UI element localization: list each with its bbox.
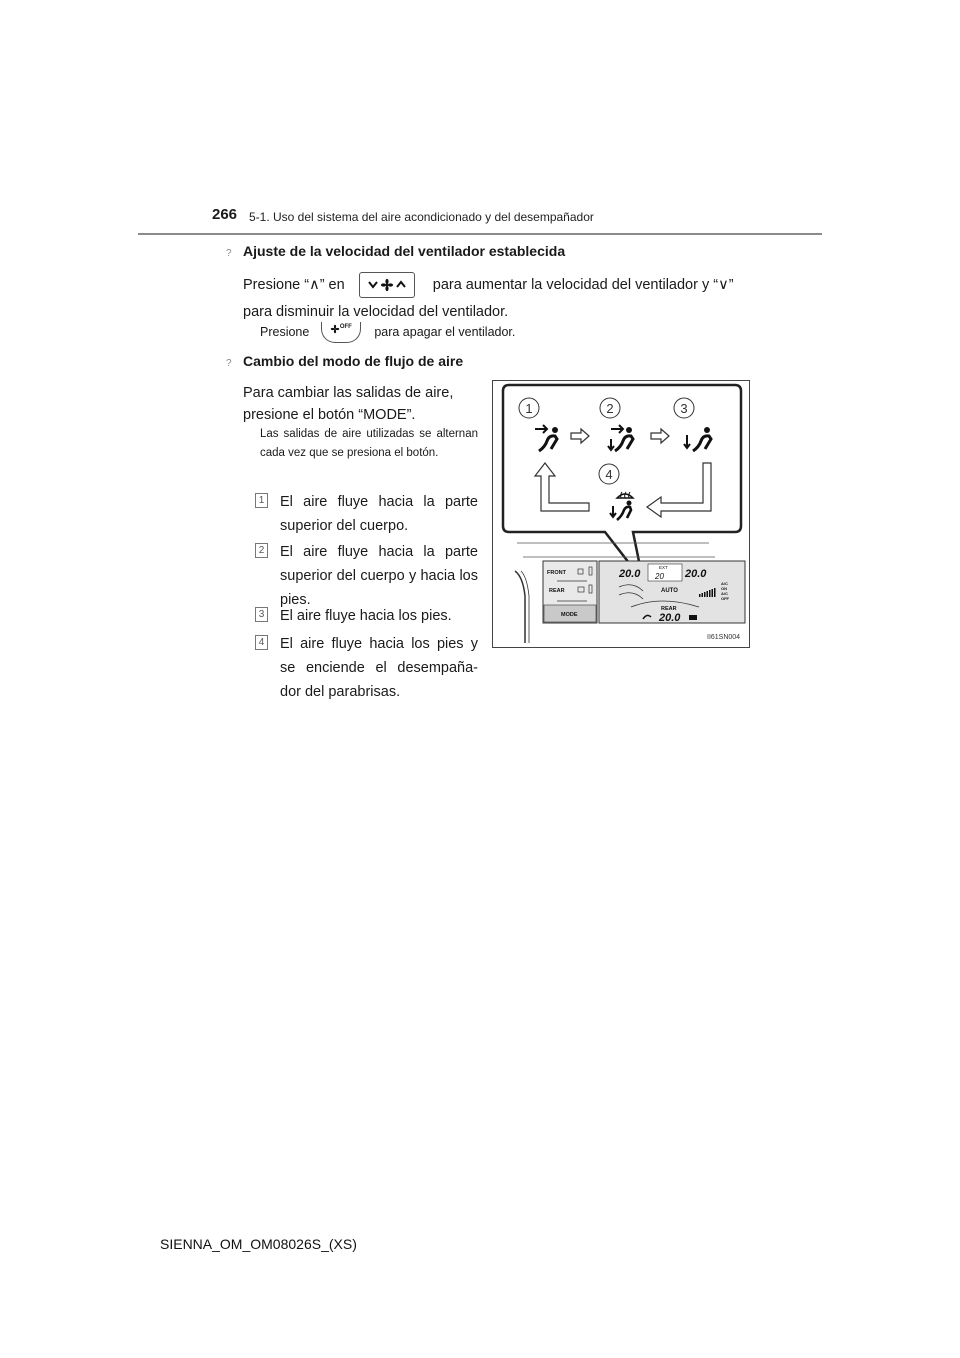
display-temp-right: 20.0 [685,568,707,580]
fan-off-button [321,322,361,343]
item-text-1: El aire fluye hacia la parte superior del cuerpo. [280,494,478,534]
fan-off-note-after: para apagar el ventilador. [374,324,516,339]
airflow-note: Las salidas de aire utilizadas se alternan cada vez que se presiona el botón. [260,428,478,459]
display-ac-2: ON [721,586,727,591]
display-rear-temp: 20.0 [659,612,681,624]
item-text-3: El aire fluye hacia los pies. [280,608,452,624]
display-auto: AUTO [661,588,678,594]
airflow-mode-figure [492,380,750,648]
chevron-down-icon [369,282,377,287]
rear-fan-level-icon [689,615,697,620]
header-rule [138,233,822,235]
mode-button-label: MODE [561,612,578,618]
fan-off-note-before: Presione [260,324,310,339]
fan-speed-button [359,272,415,298]
display-rear: REAR [661,606,677,612]
display-ext-temp: 20 [655,572,664,581]
section-title: 5-1. Uso del sistema del aire acondicionado y del desempañador [249,210,594,224]
footer-doc-id: SIENNA_OM_OM08026S_(XS) [160,1236,357,1252]
callout-2: 2 [606,401,614,416]
callout-1: 1 [525,401,533,416]
airflow-intro-line1: Para cambiar las salidas de aire, [243,385,454,401]
rear-button-label: REAR [549,588,565,594]
fan-speed-paragraph-line2: para disminuir la velocidad del ventilador. [243,304,509,320]
display-ac-1: A/C [721,581,728,586]
chevron-up-icon [397,282,405,287]
page-number: 266 [212,206,238,223]
airflow-heading: Cambio del modo de flujo de aire [243,353,464,369]
figure-code: II61SN004 [707,634,741,641]
display-ac-4: OFF [721,596,729,601]
display-temp-left: 20.0 [619,568,641,580]
fan-speed-text-after: para aumentar la velocidad del ventilador y “∨” [432,276,734,293]
display-ext-label: EXT [659,565,668,570]
item-text-2: El aire fluye hacia la parte superior del cuerpo y hacia los pies. [280,544,478,608]
front-button-label: FRONT [547,570,566,576]
callout-4: 4 [605,467,613,482]
item-text-4: El aire fluye hacia los pies y se enciende el desempaña- dor del parabrisas. [280,636,478,700]
item-number-2: 2 [255,543,268,558]
fan-off-note [260,322,515,343]
fan-speed-paragraph-line1 [243,272,734,298]
bullet-marker: ? [226,358,232,369]
display-ac-3: A/C [721,591,728,596]
airflow-intro-line2: presione el botón “MODE”. [243,407,416,423]
item-number-1: 1 [255,493,268,508]
item-number-4: 4 [255,635,268,650]
fan-icon [331,325,339,333]
fan-icon [381,279,393,291]
callout-3: 3 [680,401,688,416]
item-number-3: 3 [255,607,268,622]
fan-speed-heading: Ajuste de la velocidad del ventilador establecida [243,243,566,259]
fan-speed-text-before: Presione “∧” en [243,276,345,293]
bullet-marker: ? [226,248,232,259]
fan-off-button-label: OFF [339,324,352,330]
